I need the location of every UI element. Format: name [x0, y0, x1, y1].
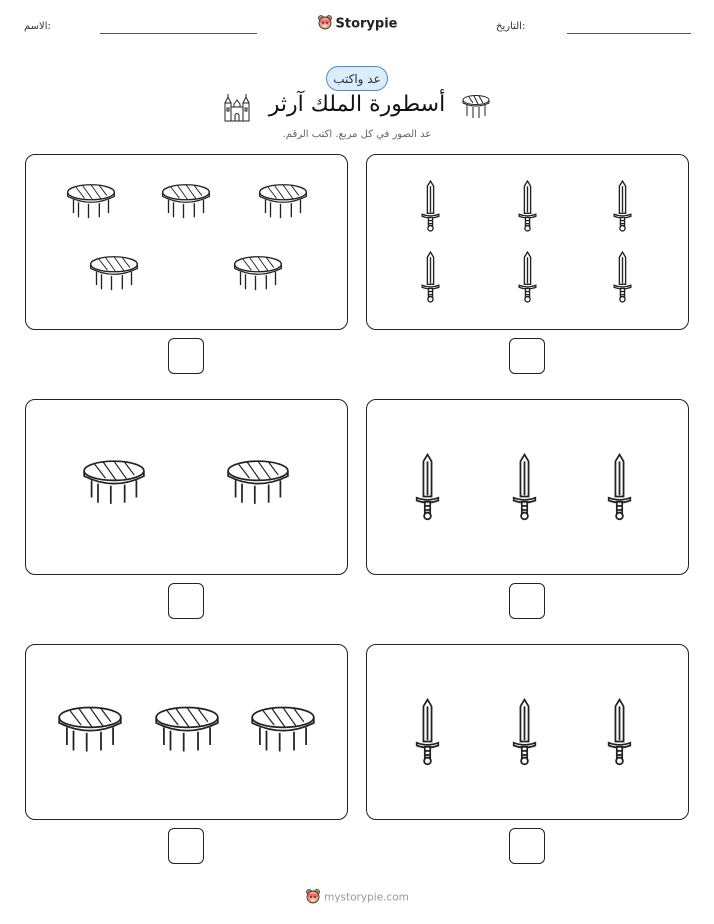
answer-box[interactable] — [168, 338, 204, 374]
sword-icon — [420, 180, 441, 236]
table-icon — [66, 183, 116, 223]
sword-icon — [606, 453, 633, 525]
bear-logo-icon — [317, 14, 333, 34]
sword-icon — [511, 698, 538, 770]
name-label: الاسم: — [24, 21, 51, 32]
table-icon — [57, 705, 123, 757]
table-icon — [233, 255, 283, 295]
activity-badge: عد واكتب — [326, 66, 388, 91]
table-icon — [226, 459, 290, 509]
table-icon — [82, 459, 146, 509]
sword-icon — [517, 251, 538, 307]
sword-icon — [414, 453, 441, 525]
sword-icon — [606, 698, 633, 770]
sword-icon — [420, 251, 441, 307]
count-panel-tables-1 — [25, 154, 348, 330]
table-icon — [161, 183, 211, 223]
date-field-line[interactable] — [567, 33, 691, 34]
answer-box[interactable] — [509, 828, 545, 864]
bear-logo-icon — [305, 888, 321, 907]
instructions: عد الصور في كل مربع. اكتب الرقم. — [282, 129, 432, 140]
page-title: أسطورة الملك آرثر — [268, 92, 446, 117]
answer-box[interactable] — [509, 338, 545, 374]
castle-icon — [222, 93, 252, 127]
brand — [0, 14, 714, 34]
table-icon — [89, 255, 139, 295]
table-icon — [258, 183, 308, 223]
stool-icon — [461, 94, 491, 124]
sword-icon — [511, 453, 538, 525]
answer-box[interactable] — [168, 583, 204, 619]
footer-url: mystorypie.com — [324, 891, 409, 904]
answer-box[interactable] — [168, 828, 204, 864]
sword-icon — [612, 251, 633, 307]
brand-name: Storypie — [335, 16, 398, 32]
sword-icon — [414, 698, 441, 770]
footer — [0, 888, 714, 907]
date-label: التاريخ: — [496, 21, 526, 32]
table-icon — [154, 705, 220, 757]
answer-box[interactable] — [509, 583, 545, 619]
count-panel-tables-2 — [25, 399, 348, 575]
table-icon — [250, 705, 316, 757]
title-row — [0, 92, 714, 126]
sword-icon — [612, 180, 633, 236]
sword-icon — [517, 180, 538, 236]
